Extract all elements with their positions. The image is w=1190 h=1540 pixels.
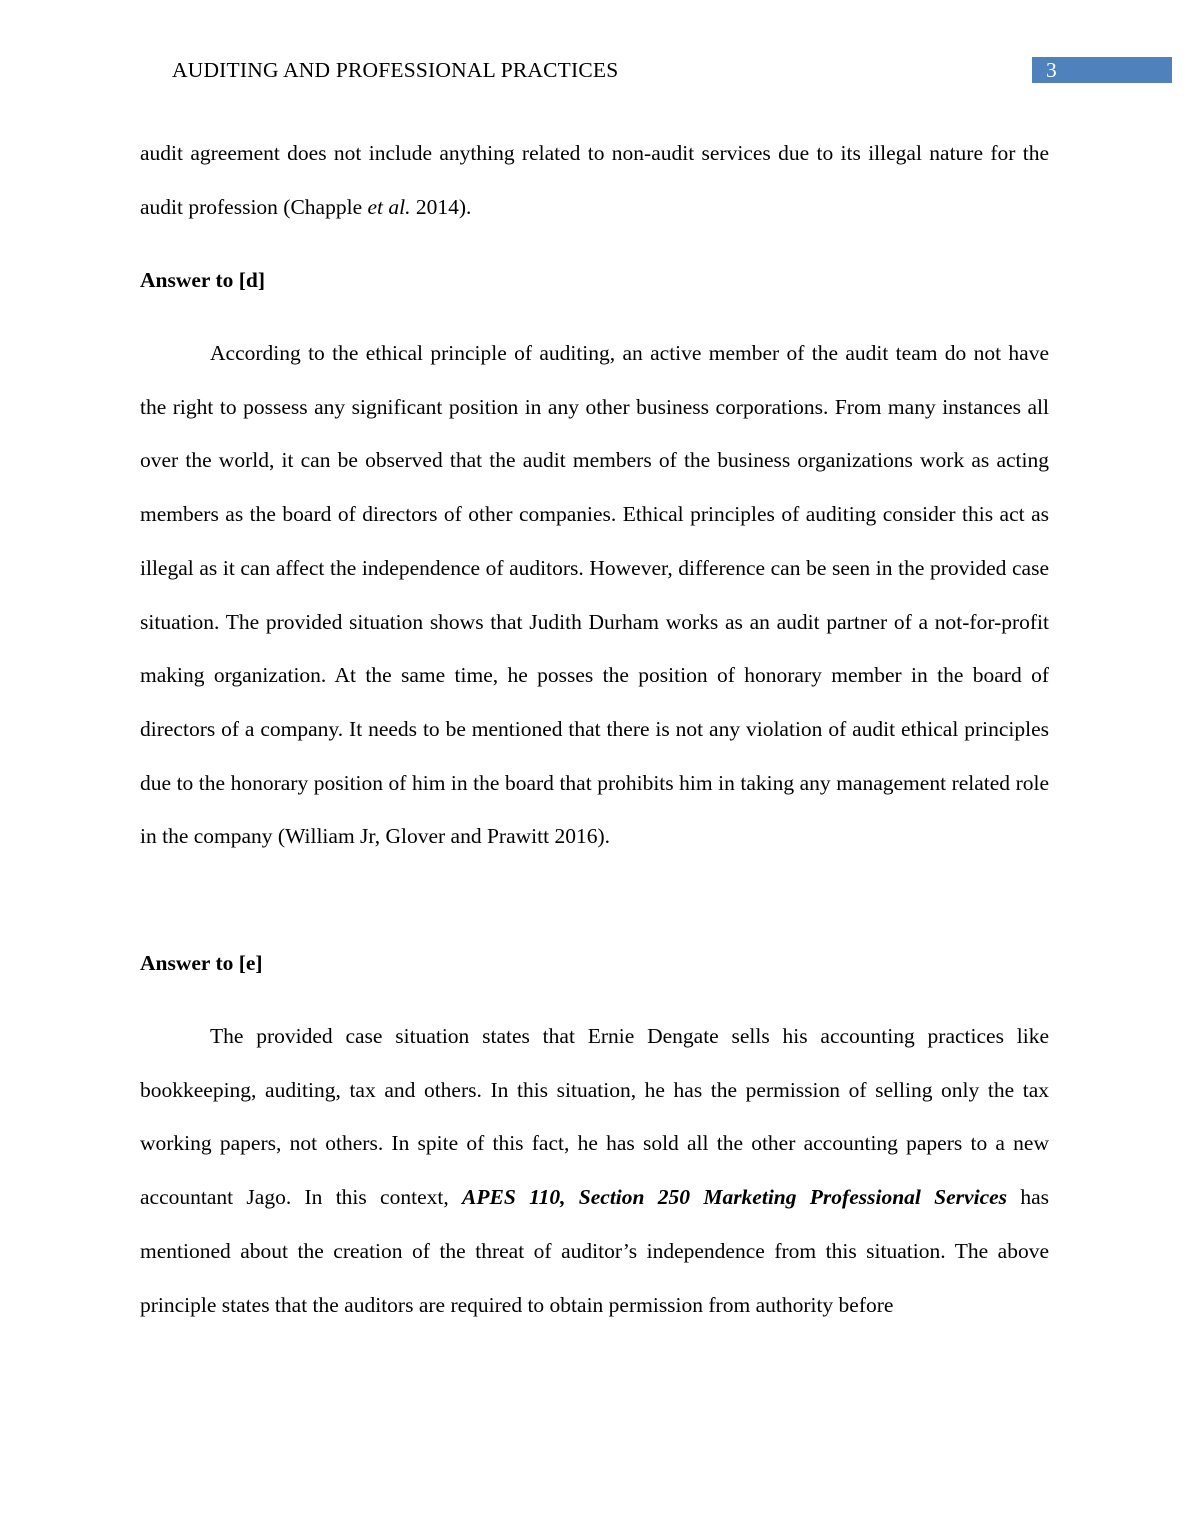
heading-answer-d: Answer to [d] — [140, 268, 266, 292]
page-number-box — [1032, 57, 1172, 83]
paragraph-text-end: has mentioned about the creation of the threat of auditor’s independence from this situation. The above principle states that the auditors are required to obtain permission from authority before — [140, 1185, 1049, 1317]
paragraph-answer-d: According to the ethical principle of auditing, an active member of the audit team do not have the right to possess any significant position in any other business corporations. From many instances all over the world, it can be observed that the audit members of the business organizations work as acting members as the board of directors of other companies. Ethical principles of auditing consider this act as illegal as it can affect the independence of auditors. However, difference can be seen in the provided case situation. The provided situation shows that Judith Durham works as an audit partner of a not-for-profit making organization. At the same time, he posses the position of honorary member in the board of directors of a company. It needs to be mentioned that there is not any violation of audit ethical principles due to the honorary position of him in the board that prohibits him in taking any management related role in the company (William Jr, Glover and Prawitt 2016). — [140, 341, 1049, 849]
paragraph-text: audit agreement does not include anything related to non-audit services due to its illegal nature for the audit profession (Chapple — [140, 141, 1049, 219]
page-number: 3 — [1046, 58, 1057, 82]
citation-et-al: et al. — [367, 194, 411, 219]
paragraph-text-end: 2014). — [410, 194, 472, 219]
paragraph-continuation — [140, 127, 1049, 234]
standard-reference: APES 110, Section 250 Marketing Professional Services — [462, 1185, 1008, 1210]
running-head-title: AUDITING AND PROFESSIONAL PRACTICES — [172, 58, 619, 82]
paragraph-answer-e — [140, 1010, 1049, 1332]
heading-answer-e: Answer to [e] — [140, 951, 263, 975]
paragraph-text: The provided case situation states that Ernie Dengate sells his accounting practices like bookkeeping, auditing, tax and others. In this situation, he has the permission of selling only the tax working papers, not others. In spite of this fact, he has sold all the other accounting papers to a new accountant Jago. In this context, — [140, 1024, 1049, 1210]
